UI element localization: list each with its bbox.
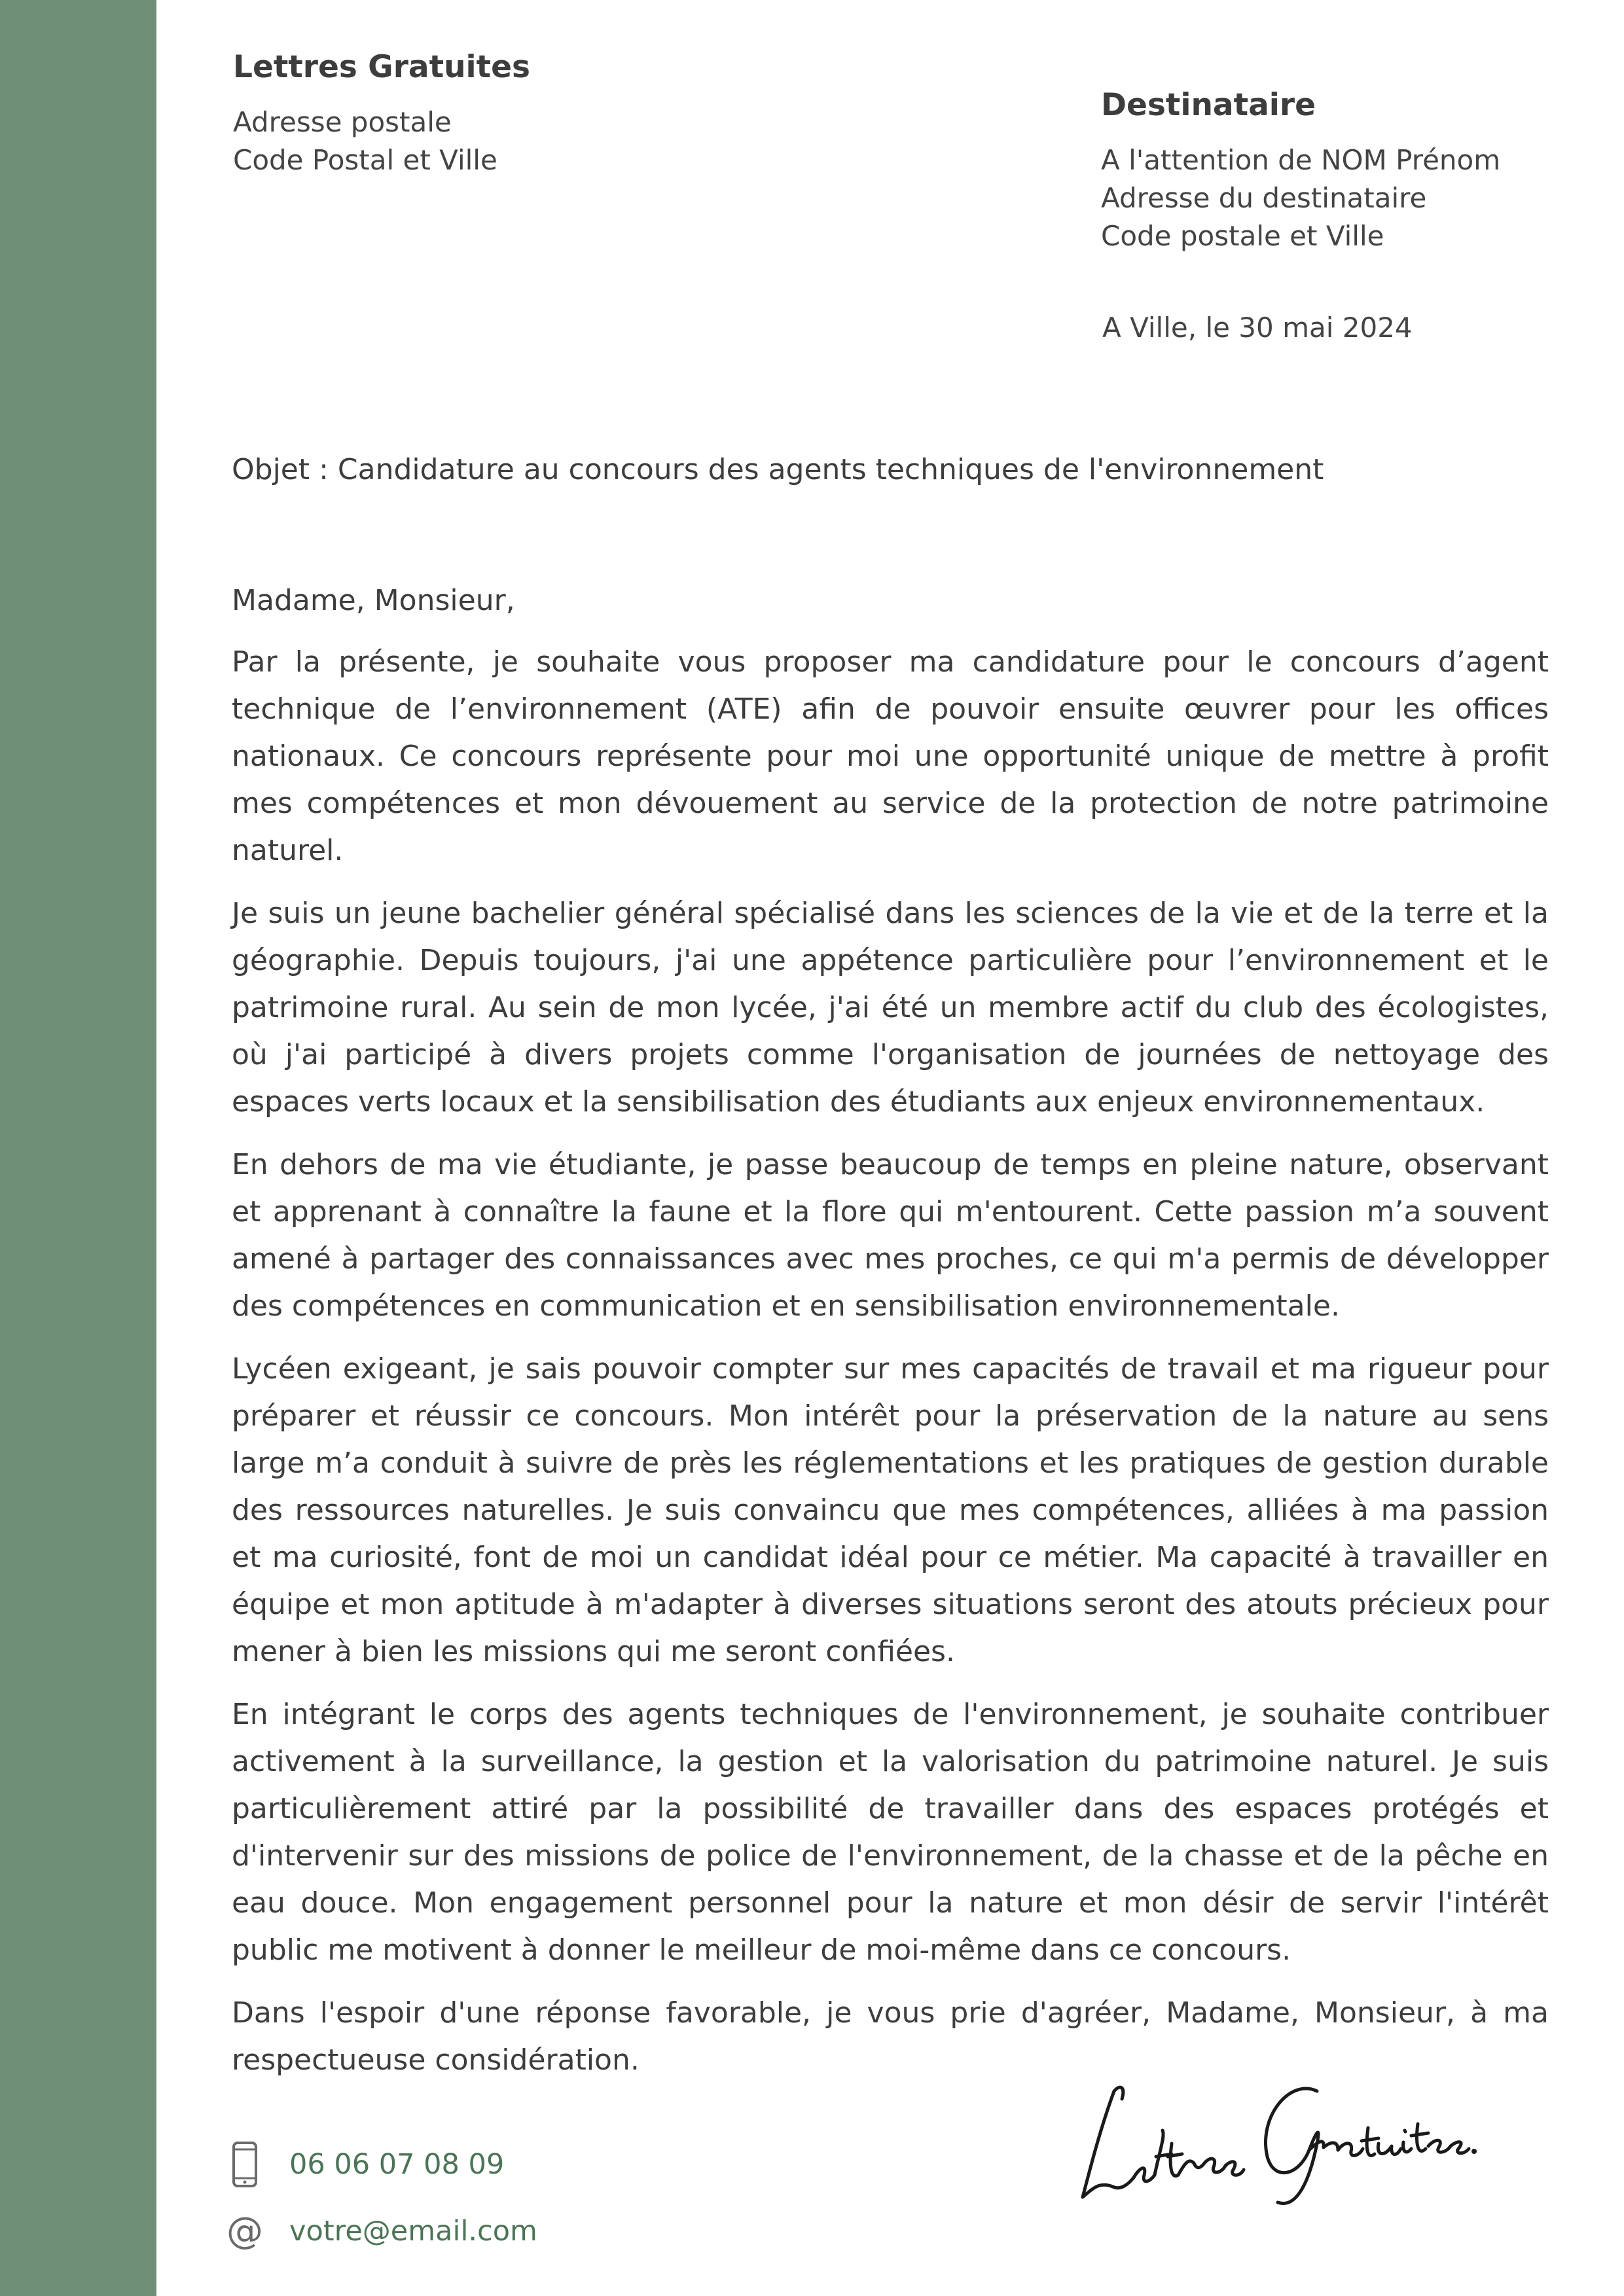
recipient-title: Destinataire — [1101, 87, 1316, 123]
sidebar-accent-band — [0, 0, 156, 2296]
letter-body — [232, 577, 1549, 2100]
recipient-address: Adresse du destinataire — [1101, 182, 1427, 214]
smartphone-icon — [228, 2139, 262, 2190]
closing-paragraph: Dans l'espoir d'une réponse favorable, je vous prie d'agréer, Madame, Monsieur, à ma respectueuse considération. — [232, 1996, 1549, 2077]
salutation: Madame, Monsieur, — [232, 584, 515, 617]
paragraph-3: En dehors de ma vie étudiante, je passe beaucoup de temps en pleine nature, observant et apprenant à connaître la faune et la flore qui m'entourent. Cette passion m’a souvent amené à partager des connaissances avec mes proches, ce qui m'a permis de développer des compétences en communication et en sensibilisation environnementale. — [232, 1148, 1549, 1323]
contact-email — [228, 2206, 817, 2257]
paragraph-2: Je suis un jeune bachelier général spécialisé dans les sciences de la vie et de la terre et la géographie. Depuis toujours, j'ai une appétence particulière pour l’environnement et le patrimoine rural. Au sein de mon lycée, j'ai été un membre actif du club des écologistes, où j'ai participé à divers projets comme l'organisation de journées de nettoyage des espaces verts locaux et la sensibilisation des étudiants aux enjeux environnementaux. — [232, 897, 1549, 1119]
contact-phone — [228, 2139, 817, 2190]
paragraph-1: Par la présente, je souhaite vous proposer ma candidature pour le concours d’agent technique de l’environnement (ATE) afin de pouvoir ensuite œuvrer pour les offices nationaux. Ce concours représente pour moi une opportunité unique de mettre à profit mes compétences et mon dévouement au service de la protection de notre patrimoine naturel. — [232, 645, 1549, 867]
at-sign-icon: @ — [226, 2210, 263, 2252]
sender-address: Adresse postale — [233, 106, 452, 138]
email-address[interactable]: votre@email.com — [289, 2215, 537, 2248]
recipient-attention: A l'attention de NOM Prénom — [1101, 144, 1501, 176]
handwritten-signature — [1074, 2065, 1479, 2215]
recipient-block — [1101, 84, 1598, 255]
phone-number[interactable]: 06 06 07 08 09 — [289, 2148, 505, 2181]
letter-date: A Ville, le 30 mai 2024 — [1102, 312, 1413, 344]
paragraph-4: Lycéen exigeant, je sais pouvoir compter sur mes capacités de travail et ma rigueur pour préparer et réussir ce concours. Mon intérêt pour la préservation de la nature au sens large m’a conduit à suivre de près les réglementations et les pratiques de gestion durable des ressources naturelles. Je suis convaincu que mes compétences, alliées à ma passion et ma curiosité, font de moi un candidat idéal pour ce métier. Ma capacité à travailler en équipe et mon aptitude à m'adapter à diverses situations seront des atouts précieux pour mener à bien les missions qui me seront confiées. — [232, 1352, 1549, 1668]
sender-block — [233, 46, 822, 179]
sender-name: Lettres Gratuites — [233, 49, 530, 85]
recipient-postal-city: Code postale et Ville — [1101, 220, 1384, 252]
paragraph-5: En intégrant le corps des agents techniques de l'environnement, je souhaite contribuer activement à la surveillance, la gestion et la valorisation du patrimoine naturel. Je suis particulièrement attiré par la possibilité de travailler dans des espaces protégés et d'intervenir sur des missions de police de l'environnement, de la chasse et de la pêche en eau douce. Mon engagement personnel pour la nature et mon désir de servir l'intérêt public me motivent à donner le meilleur de moi-même dans ce concours. — [232, 1698, 1549, 1967]
letter-subject: Objet : Candidature au concours des agents techniques de l'environnement — [232, 453, 1324, 486]
sender-postal-city: Code Postal et Ville — [233, 144, 497, 176]
